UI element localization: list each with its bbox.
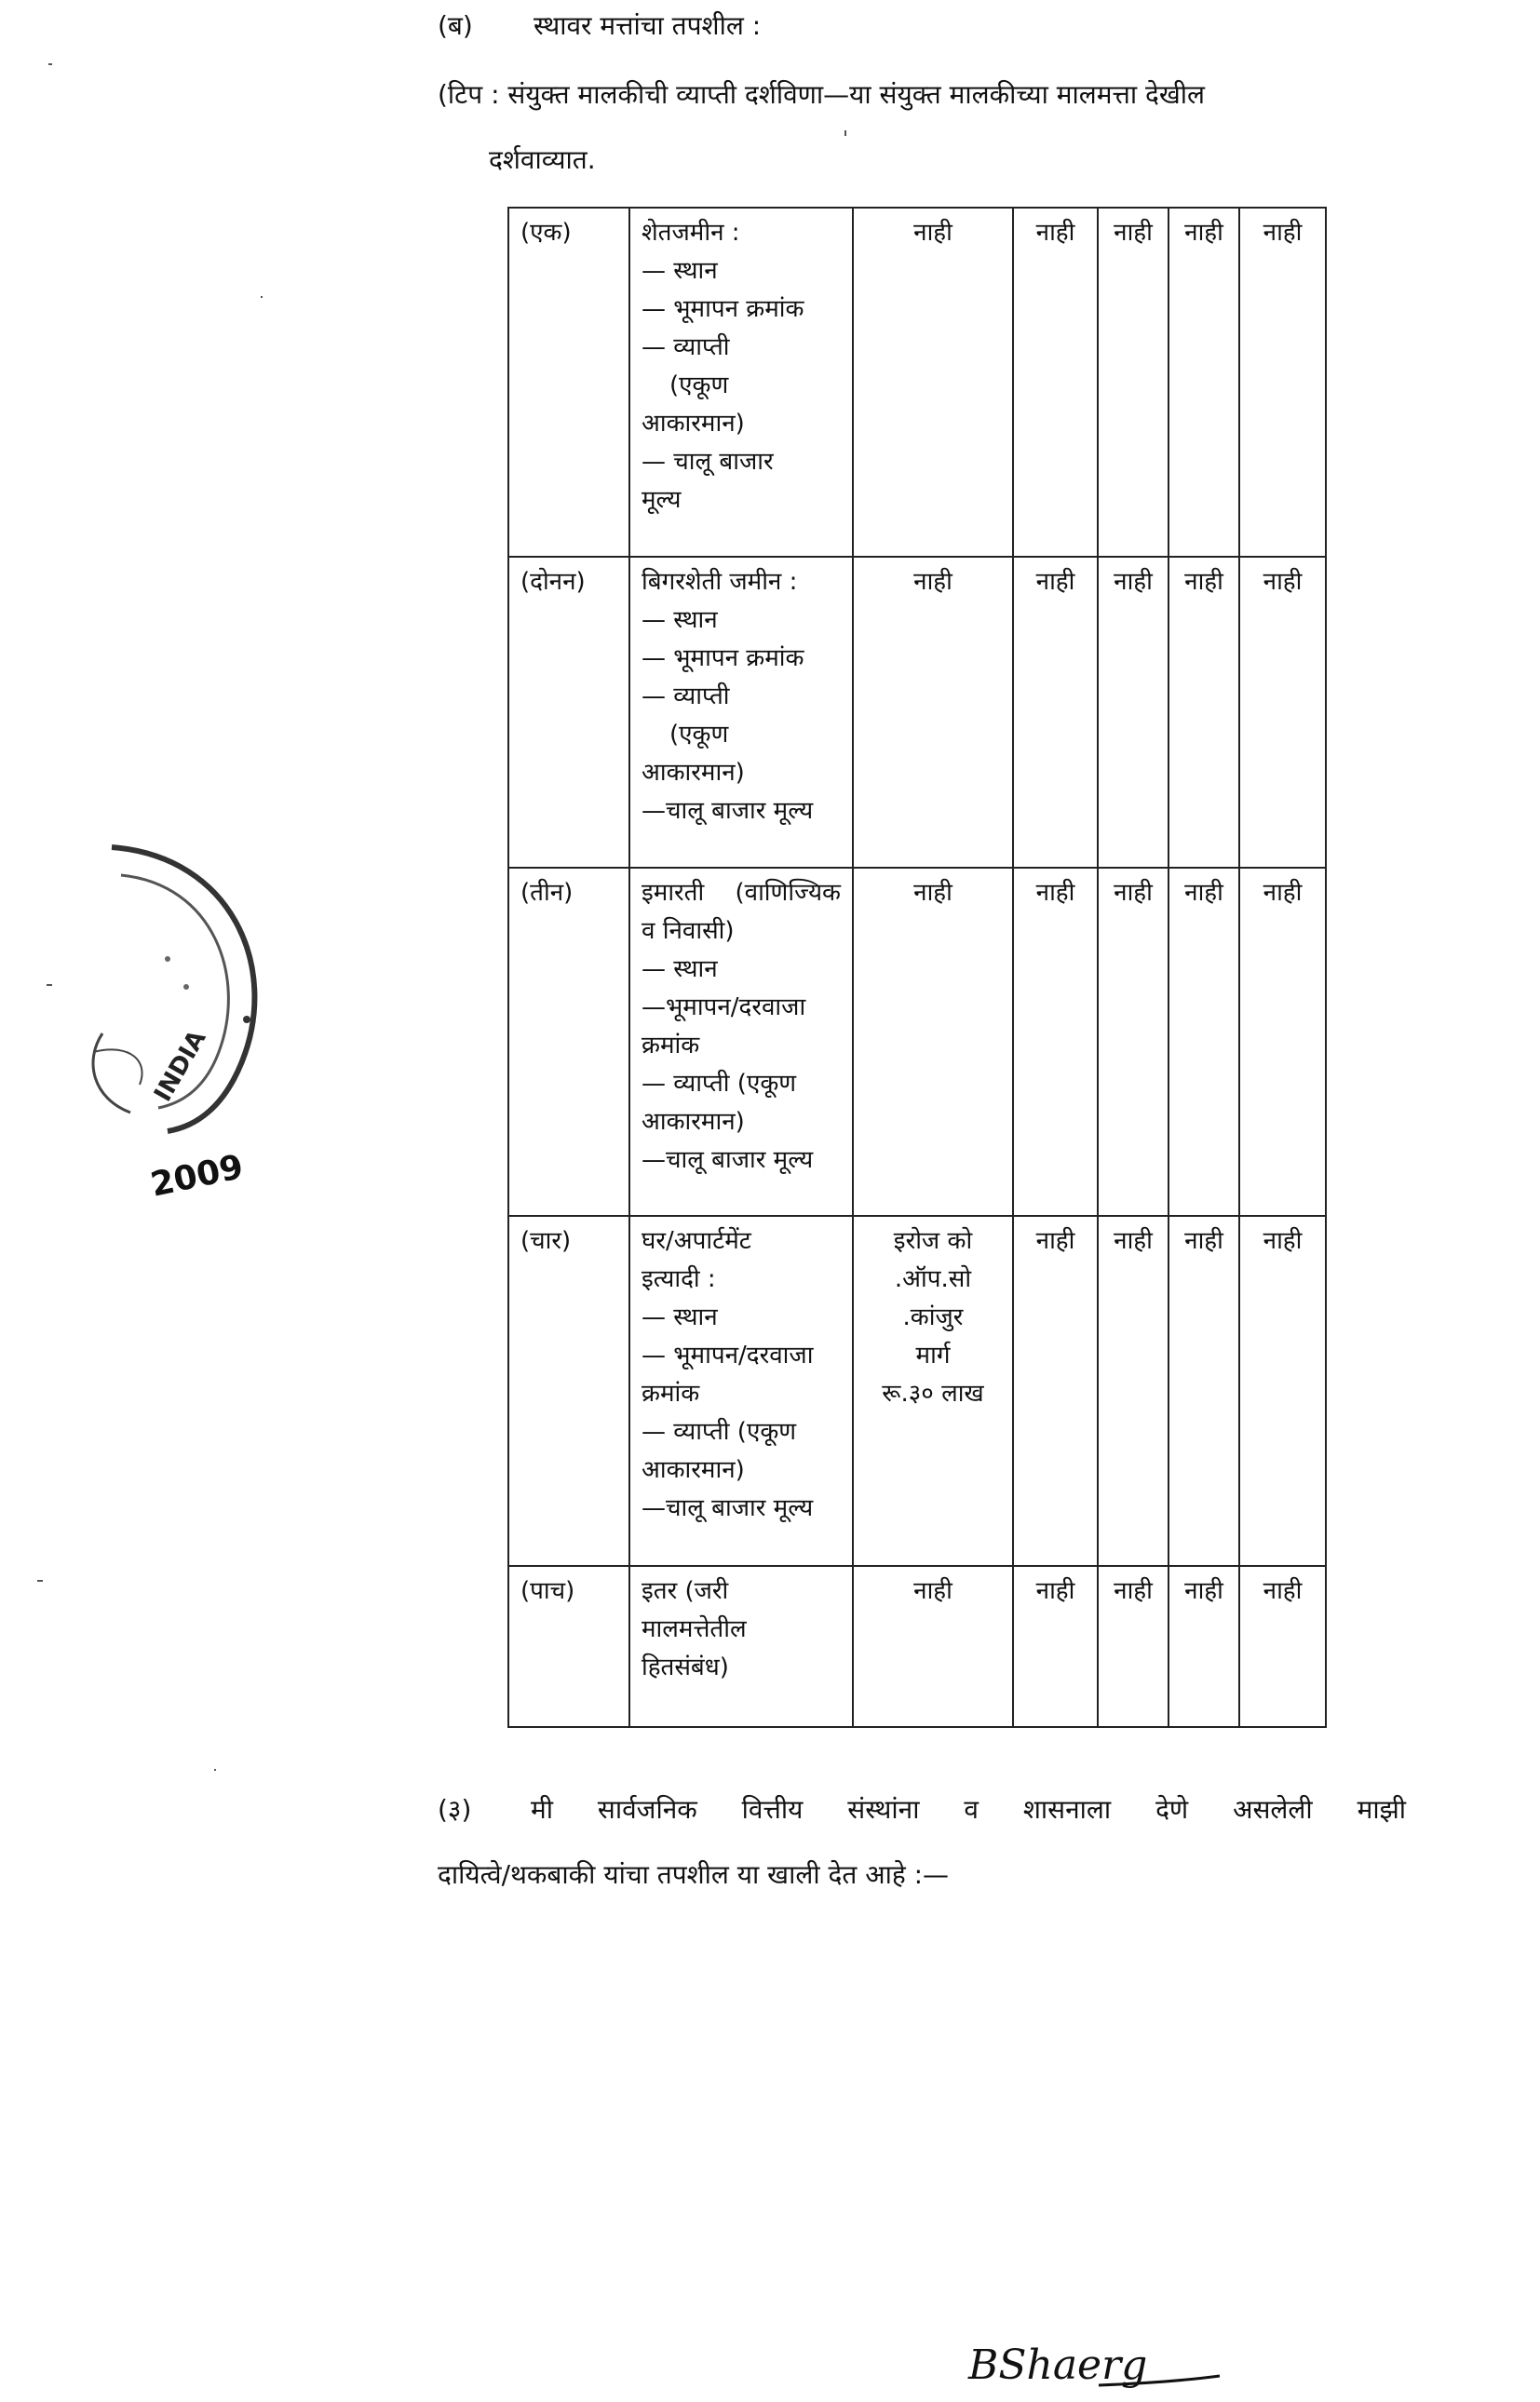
description-line: हितसंबंध) [642, 1653, 729, 1681]
row-col-4 [1239, 868, 1326, 1216]
row-col-4 [1239, 208, 1326, 557]
section-3-label: (३) [438, 1794, 472, 1825]
row-col-3 [1169, 1216, 1239, 1566]
row-number: (चार) [520, 1227, 572, 1255]
description-line: —चालू बाजार मूल्य [642, 1146, 814, 1174]
description-line: व निवासी) [642, 917, 735, 945]
cell-value: नाही [1263, 1227, 1303, 1255]
description-line: आकारमान) [642, 1456, 745, 1484]
official-stamp [47, 819, 270, 1248]
description-line: मालमत्तेतील [642, 1615, 747, 1643]
description-line: इमारती (वाणिज्यिक [642, 879, 841, 907]
row-col-3 [1169, 868, 1239, 1216]
row-value-cell [853, 1566, 1013, 1727]
row-col-4 [1239, 557, 1326, 868]
description-line: क्रमांक [642, 1032, 700, 1059]
note-line-2: दर्शवाव्यात. [489, 144, 596, 175]
scan-speck [261, 296, 263, 298]
description-line: — भूमापन क्रमांक [642, 295, 804, 323]
row-description-cell [629, 1566, 853, 1727]
row-col-3 [1169, 208, 1239, 557]
row-number-cell [508, 1216, 629, 1566]
description-line: —चालू बाजार मूल्य [642, 797, 814, 825]
value-line: नाही [913, 1577, 952, 1605]
cell-value: नाही [1184, 1227, 1223, 1255]
table-row [508, 208, 1326, 557]
row-col-1 [1013, 1216, 1098, 1566]
row-col-3 [1169, 1566, 1239, 1727]
description-line: —चालू बाजार मूल्य [642, 1494, 814, 1522]
description-line: — व्याप्ती (एकूण [642, 1070, 797, 1098]
description-line: — व्याप्ती (एकूण [642, 1418, 797, 1446]
cell-value: नाही [1263, 219, 1303, 247]
scan-speck [48, 63, 52, 65]
row-col-1 [1013, 208, 1098, 557]
description-line: — भूमापन/दरवाजा [642, 1342, 814, 1370]
description-line: — स्थान [642, 1303, 718, 1331]
table-row [508, 868, 1326, 1216]
cell-value: नाही [1114, 879, 1153, 907]
description-line: — स्थान [642, 606, 718, 634]
row-col-4 [1239, 1216, 1326, 1566]
description-line: — स्थान [642, 955, 718, 983]
row-value-cell [853, 557, 1013, 868]
signature [959, 2328, 1229, 2402]
cell-value: नाही [1035, 219, 1075, 247]
description-line: — व्याप्ती [642, 682, 730, 710]
row-value-cell [853, 868, 1013, 1216]
scan-speck [844, 130, 846, 136]
note-line-1: (टिप : संयुक्त मालकीची व्याप्ती दर्शविणा—या संयुक्त मालकीच्या मालमत्ता देखील [438, 79, 1206, 110]
stamp-text-year: 2009 [147, 1147, 247, 1205]
cell-value: नाही [1035, 568, 1075, 596]
value-line: मार्ग [915, 1342, 951, 1370]
section-3-line-2: दायित्वे/थकबाकी यांचा तपशील या खाली देत आहे :— [438, 1859, 950, 1890]
cell-value: नाही [1035, 1577, 1075, 1605]
description-line: घर/अपार्टमेंट [642, 1227, 751, 1255]
row-col-1 [1013, 868, 1098, 1216]
row-value-cell [853, 208, 1013, 557]
row-number-cell [508, 208, 629, 557]
row-description-cell [629, 557, 853, 868]
section-b-title: स्थावर मत्तांचा तपशील : [534, 10, 762, 41]
description-line: —भूमापन/दरवाजा [642, 993, 806, 1021]
value-line: नाही [913, 568, 952, 596]
cell-value: नाही [1035, 1227, 1075, 1255]
cell-value: नाही [1263, 1577, 1303, 1605]
cell-value: नाही [1184, 568, 1223, 596]
row-col-2 [1098, 557, 1169, 868]
cell-value: नाही [1114, 568, 1153, 596]
cell-value: नाही [1184, 219, 1223, 247]
row-description-cell [629, 868, 853, 1216]
value-line: नाही [913, 219, 952, 247]
section-b-label: (ब) [438, 10, 473, 41]
row-col-3 [1169, 557, 1239, 868]
value-line: नाही [913, 879, 952, 907]
cell-value: नाही [1114, 219, 1153, 247]
cell-value: नाही [1114, 1227, 1153, 1255]
row-number: (दोनन) [520, 568, 586, 596]
value-line: .कांजुर [902, 1303, 964, 1331]
row-value-cell [853, 1216, 1013, 1566]
description-line: बिगरशेती जमीन : [642, 568, 798, 596]
row-col-4 [1239, 1566, 1326, 1727]
description-line: शेतजमीन : [642, 219, 740, 247]
row-col-2 [1098, 208, 1169, 557]
scan-speck [37, 1580, 43, 1582]
row-col-1 [1013, 557, 1098, 868]
row-col-2 [1098, 868, 1169, 1216]
table-row [508, 1216, 1326, 1566]
row-number: (तीन) [520, 879, 574, 907]
stamp-text-india: INDIA [149, 1025, 212, 1107]
row-number-cell [508, 557, 629, 868]
scan-speck [47, 984, 52, 986]
immovable-assets-table [507, 207, 1327, 1728]
row-col-1 [1013, 1566, 1098, 1727]
row-col-2 [1098, 1566, 1169, 1727]
value-line: रू.३० लाख [882, 1380, 984, 1408]
description-line: (एकूण [669, 721, 729, 749]
cell-value: नाही [1263, 879, 1303, 907]
table-row [508, 1566, 1326, 1727]
description-line: — चालू बाजार [642, 448, 774, 476]
row-col-2 [1098, 1216, 1169, 1566]
description-line: आकारमान) [642, 1108, 745, 1136]
description-line: आकारमान) [642, 410, 745, 438]
scan-speck [214, 1769, 216, 1771]
description-line: — भूमापन क्रमांक [642, 644, 804, 672]
description-line: इत्यादी : [642, 1265, 716, 1293]
cell-value: नाही [1263, 568, 1303, 596]
description-line: — व्याप्ती [642, 333, 730, 361]
section-3-line-1: मी सार्वजनिक वित्तीय संस्थांना व शासनाला देणे असलेली माझी [531, 1794, 1406, 1825]
description-line: इतर (जरी [642, 1577, 729, 1605]
signature-text: BShaerg [968, 2341, 1148, 2389]
table-row [508, 557, 1326, 868]
row-number-cell [508, 868, 629, 1216]
row-number: (एक) [520, 219, 572, 247]
description-line: — स्थान [642, 257, 718, 285]
cell-value: नाही [1114, 1577, 1153, 1605]
description-line: मूल्य [642, 486, 682, 514]
cell-value: नाही [1035, 879, 1075, 907]
row-description-cell [629, 208, 853, 557]
row-description-cell [629, 1216, 853, 1566]
description-line: क्रमांक [642, 1380, 700, 1408]
row-number: (पाच) [520, 1577, 575, 1605]
row-number-cell [508, 1566, 629, 1727]
description-line: (एकूण [669, 371, 729, 399]
value-line: .ऑप.सो [894, 1265, 972, 1293]
value-line: इरोज को [893, 1227, 973, 1255]
cell-value: नाही [1184, 879, 1223, 907]
cell-value: नाही [1184, 1577, 1223, 1605]
description-line: आकारमान) [642, 759, 745, 787]
